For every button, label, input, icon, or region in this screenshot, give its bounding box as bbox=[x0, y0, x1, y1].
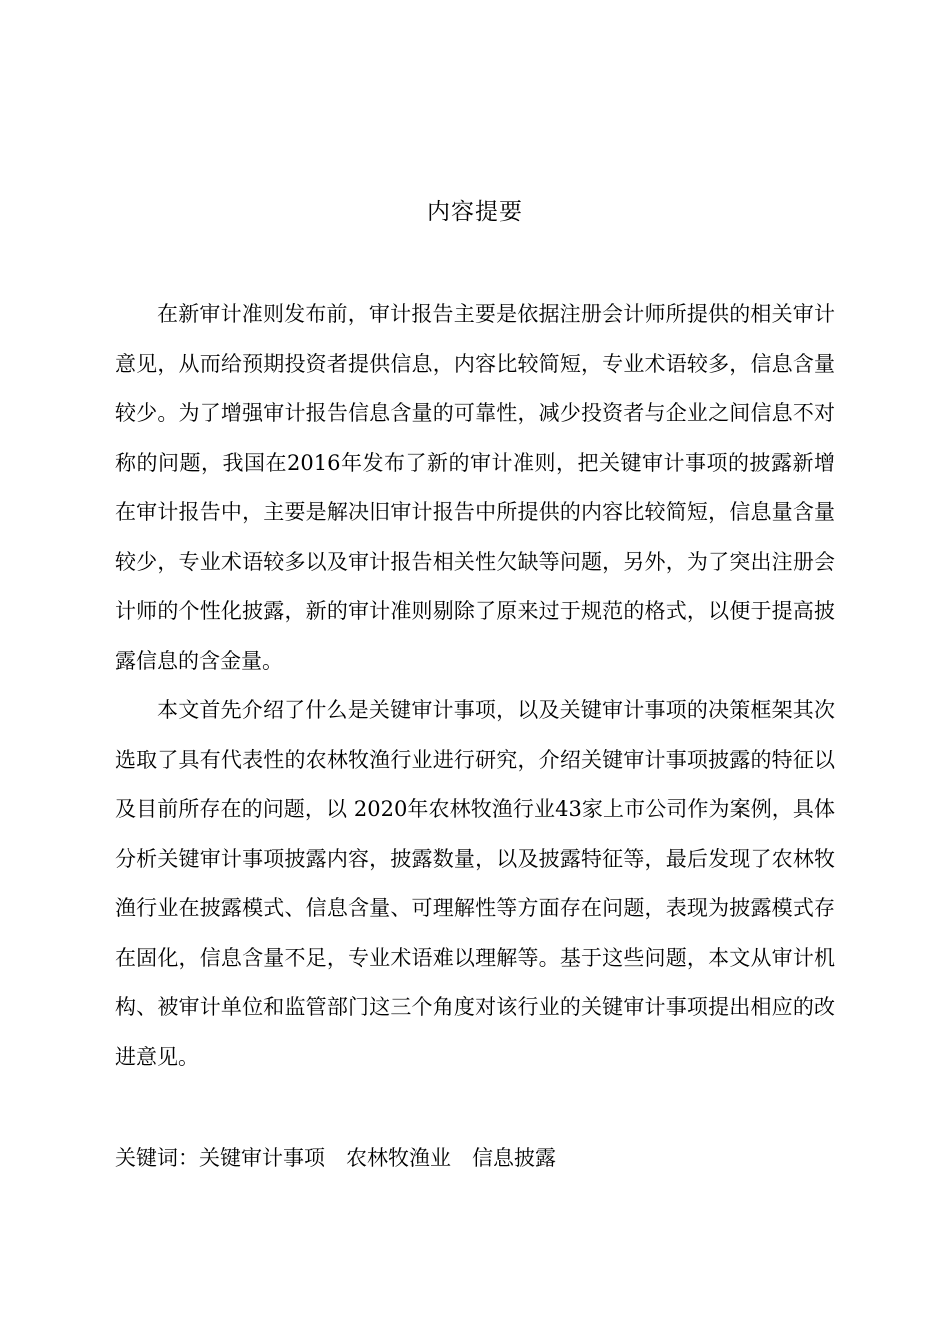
abstract-paragraph-1: 在新审计准则发布前，审计报告主要是依据注册会计师所提供的相关审计意见，从而给预期投资者提供信息，内容比较简短，专业术语较多，信息含量较少。为了增强审计报告信息含量的可靠性，减少投资者与企业之间信息不对称的问题，我国在2016年发布了新的审计准则，把关键审计事项的披露新增在审计报告中，主要是解决旧审计报告中所提供的内容比较简短，信息量含量较少，专业术语较多以及审计报告相关性欠缺等问题，另外，为了突出注册会计师的个性化披露，新的审计准则剔除了原来过于规范的格式，以便于提高披露信息的含金量。 bbox=[115, 302, 835, 673]
keyword-item: 关键审计事项 bbox=[199, 1146, 325, 1170]
keywords-line bbox=[115, 1138, 835, 1178]
abstract-body bbox=[115, 290, 835, 1082]
keyword-item: 信息披露 bbox=[472, 1146, 556, 1170]
abstract-paragraph-2: 本文首先介绍了什么是关键审计事项，以及关键审计事项的决策框架其次选取了具有代表性的农林牧渔行业进行研究，介绍关键审计事项披露的特征以及目前所存在的问题，以 2020年农林牧渔行业43家上市公司作为案例，具体分析关键审计事项披露内容，披露数量，以及披露特征等，最后发现了农林牧渔行业在披露模式、信息含量、可理解性等方面存在问题，表现为披露模式存在固化，信息含量不足，专业术语难以理解等。基于这些问题，本文从审计机构、被审计单位和监管部门这三个角度对该行业的关键审计事项提出相应的改进意见。 bbox=[115, 698, 835, 1069]
keywords-label: 关键词： bbox=[115, 1146, 199, 1170]
keyword-item: 农林牧渔业 bbox=[346, 1146, 451, 1170]
page-title: 内容提要 bbox=[427, 199, 523, 225]
